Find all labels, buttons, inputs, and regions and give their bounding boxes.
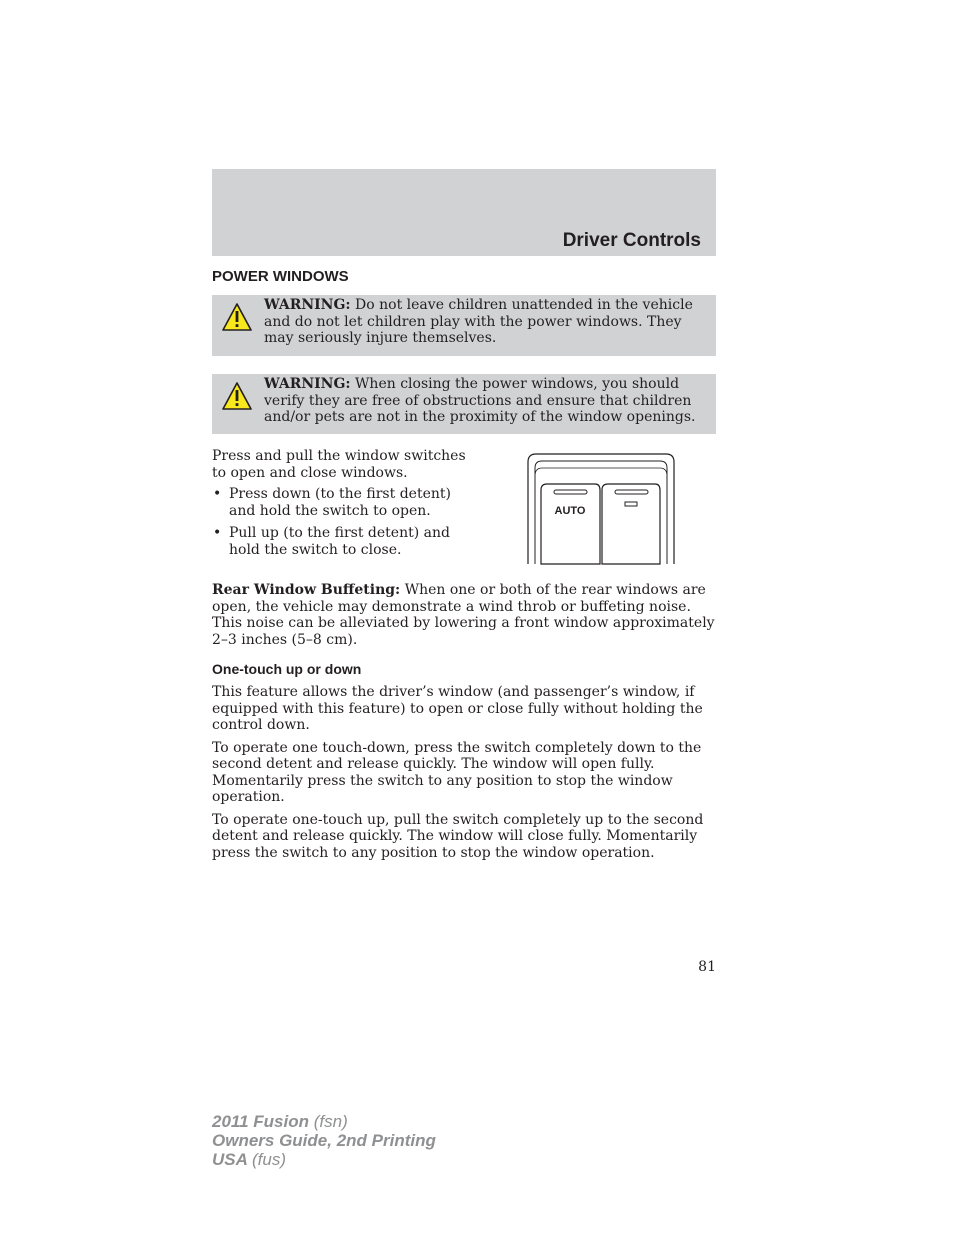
- warning-box-1: [212, 295, 716, 356]
- footer-line: [212, 1112, 436, 1131]
- footer: [212, 1112, 436, 1169]
- warning-label: WARNING:: [264, 297, 351, 313]
- footer-edition: Owners Guide, 2nd Printing: [212, 1131, 436, 1150]
- page-number: 81: [698, 959, 716, 975]
- paragraph: To operate one touch-down, press the switch completely down to the second detent and release quickly. The window will open fully. Momentarily press the switch to any position to stop the window operation.: [212, 739, 702, 805]
- list-item: [212, 525, 472, 558]
- subsection-title: One-touch up or down: [212, 661, 362, 677]
- warning-text: Do not leave children unattended in the vehicle and do not let children play with the power windows. They may seriously injure themselves.: [264, 297, 693, 346]
- warning-triangle-icon: [222, 303, 252, 331]
- footer-market: USA: [212, 1150, 248, 1169]
- rear-buffeting-text: When one or both of the rear windows are open, the vehicle may demonstrate a wind throb or buffeting noise. This noise can be alleviated by lowering a front window approximately 2–3 inches (5–8 cm).: [212, 582, 715, 648]
- auto-label: AUTO: [554, 505, 586, 517]
- intro-paragraph: Press and pull the window switches to open and close windows.: [212, 448, 466, 481]
- one-touch-body: [212, 684, 716, 867]
- footer-market-code: (fus): [252, 1150, 286, 1169]
- warning-text: When closing the power windows, you should verify they are free of obstructions and ensure that children and/or pets are not in the proximity of the window openings.: [264, 376, 696, 425]
- rear-buffeting-paragraph: [212, 582, 716, 648]
- paragraph: This feature allows the driver’s window (and passenger’s window, if equipped with this feature) to open or close fully without holding the control down.: [212, 684, 703, 733]
- bullet-symbol: •: [213, 525, 222, 541]
- window-switch-illustration: [526, 452, 676, 566]
- paragraph: To operate one-touch up, pull the switch completely up to the second detent and release quickly. The window will close fully. Momentarily press the switch to any position to stop the window operation.: [212, 811, 704, 861]
- bullet-text: Pull up (to the first detent) and hold the switch to close.: [229, 525, 450, 558]
- rear-buffeting-label: Rear Window Buffeting:: [212, 582, 401, 598]
- footer-model: 2011 Fusion: [212, 1112, 309, 1131]
- window-switch-instructions: [212, 448, 472, 564]
- list-item: [212, 486, 472, 519]
- warning-label: WARNING:: [264, 376, 351, 392]
- section-title: POWER WINDOWS: [212, 268, 349, 285]
- footer-line: [212, 1131, 436, 1150]
- footer-line: [212, 1150, 436, 1169]
- footer-model-code: (fsn): [313, 1112, 348, 1131]
- bullet-text: Press down (to the first detent) and hold the switch to open.: [229, 486, 451, 519]
- header-band: [212, 169, 716, 256]
- bullet-symbol: •: [213, 486, 222, 502]
- warning-triangle-icon: [222, 382, 252, 410]
- warning-box-2: [212, 374, 716, 434]
- chapter-title: Driver Controls: [562, 230, 701, 251]
